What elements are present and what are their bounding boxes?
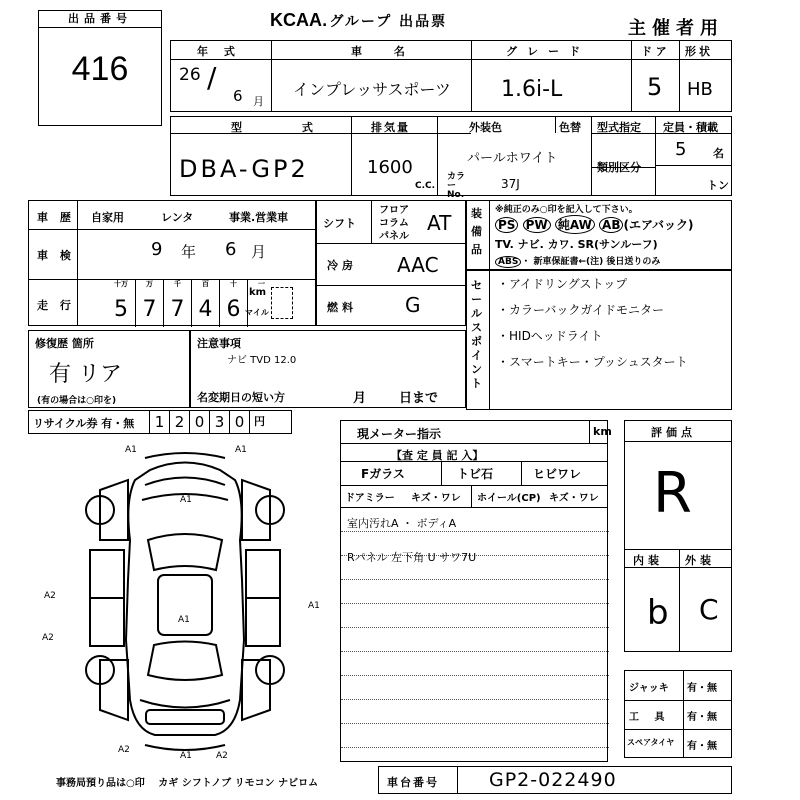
note-rule-line (341, 747, 609, 748)
equipment-line2: TV. ナビ. カワ. SR(サンルーフ) (495, 238, 658, 251)
repair-block (28, 330, 190, 408)
sales-points-block (466, 270, 732, 410)
recycle-label: リサイクル券 有・無 (33, 417, 135, 430)
mark-8: A2 (118, 745, 130, 755)
recycle-digit: 2 (169, 411, 189, 433)
exterior-value: C (699, 593, 719, 626)
note-rule-line (341, 699, 609, 700)
fuel-label: 燃料 (327, 301, 357, 314)
mark-10: A2 (216, 751, 228, 760)
capacity-unit: 名 (713, 147, 724, 160)
aircon-label: 冷房 (327, 259, 357, 272)
repair-note: (有の場合は○印を) (37, 396, 117, 406)
equip-abs: ABS (495, 256, 521, 268)
shift-opt-floor: フロア (379, 205, 409, 216)
interior-value: b (647, 593, 669, 633)
sales-points-label: セールスポイント (471, 279, 482, 390)
year-value-a: 26 (179, 65, 201, 85)
mark-6: A1 (308, 601, 320, 611)
year-label: 年 式 (197, 45, 241, 58)
history-opt-rental: レンタ (161, 211, 194, 224)
note-rule-line (341, 675, 609, 676)
year-slash: / (207, 61, 217, 94)
car-roof (158, 575, 212, 635)
equipment-line3 (495, 254, 660, 268)
caution-label: 注意事項 (197, 337, 241, 350)
inspection-year: 9 (151, 239, 163, 260)
color-no-label: カラー No. (447, 172, 466, 200)
equip-warranty: ・ 新車保証書←(注) 後日送りのみ (521, 257, 661, 267)
shift-block (316, 200, 466, 326)
inspect-wheel: ホイール(CP) (477, 493, 541, 504)
lot-number-box (38, 10, 162, 126)
history-block (28, 200, 316, 326)
repair-value: 有 リア (49, 362, 122, 387)
car-hood (145, 478, 225, 486)
shape-label: 形状 (685, 45, 713, 58)
lot-number-value: 416 (71, 50, 129, 88)
equip-ab: AB (599, 217, 623, 233)
meter-label: 現メーター指示 (357, 427, 442, 441)
capacity-label: 定員・積載 (663, 121, 718, 134)
chassis-value: GP2-022490 (489, 769, 617, 791)
color-change-label: 色替 (559, 121, 581, 134)
sales-point: ・カラーバックガイドモニター (497, 303, 665, 317)
inspection-year-unit: 年 (181, 243, 197, 261)
car-windshield (148, 534, 222, 570)
mileage-digit: 7 (142, 297, 157, 322)
sales-point: ・アイドリングストップ (497, 277, 628, 291)
year-unit: 月 (253, 95, 264, 108)
recycle-digit: 3 (209, 411, 229, 433)
year-value-b: 6 (233, 87, 243, 105)
chassis-label: 車台番号 (387, 776, 439, 789)
mileage-digit: 6 (226, 297, 241, 322)
brand-logo: KCAA (270, 10, 322, 30)
inspection-note-2: Rパネル 左下角 U サワ7U (347, 551, 477, 564)
inspect-wheel-damage: キズ・ワレ (549, 493, 599, 504)
history-label: 車 歴 (37, 211, 75, 224)
equip-aw: 純AW (555, 215, 595, 234)
meter-block (340, 420, 612, 762)
inspect-front-glass: Fガラス (361, 467, 405, 481)
mileage-digit-cell (163, 279, 191, 327)
equip-ps: PS (495, 217, 518, 233)
model-value: DBA-GP2 (179, 155, 309, 183)
mileage-digit-label: 万 (146, 280, 153, 288)
mark-4: A1 (178, 615, 190, 625)
equipment-line1 (495, 215, 693, 234)
color-no-value: 37J (501, 177, 520, 191)
cert-label: 型式指定 (597, 121, 641, 134)
ton-unit: トン (707, 179, 729, 192)
capacity-value: 5 (675, 139, 687, 160)
mileage-digit-cell (191, 279, 219, 327)
inspect-crack: ヒビワレ (533, 467, 582, 481)
meter-unit: km (593, 425, 612, 438)
shift-value: AT (427, 211, 452, 235)
history-opt-business: 事業.営業車 (229, 211, 289, 224)
equip-pw: PW (523, 217, 551, 233)
exterior-color-label: 外装色 (469, 121, 502, 134)
class-label: 類別区分 (597, 161, 641, 174)
rating-label: 評価点 (651, 426, 696, 439)
name-value: インプレッサスポーツ (293, 80, 451, 99)
mileage-digit-label: 十 (230, 280, 237, 288)
item-spare-label: スペアタイヤ (627, 738, 675, 747)
mileage-digit-cell (135, 279, 163, 327)
door-value: 5 (647, 73, 663, 101)
deadline-day: 日まで (399, 391, 439, 406)
mileage-unit-mile: マイル (245, 308, 269, 317)
exterior-label: 外装 (685, 554, 715, 567)
inspection-month-unit: 月 (251, 243, 267, 261)
item-jack-value: 有・無 (687, 683, 717, 694)
mileage-digit: 5 (114, 297, 128, 322)
inspection-month: 6 (225, 239, 237, 260)
car-rear-window (148, 642, 222, 681)
role-title: 主催者用 (628, 18, 724, 39)
caution-block (190, 330, 466, 408)
item-tools-value: 有・無 (687, 712, 717, 723)
recycle-row (28, 410, 292, 434)
mark-2: A1 (235, 445, 247, 455)
inspect-chip: トビ石 (457, 467, 494, 481)
door-label: ドア (641, 45, 671, 58)
exterior-color-value: パールホワイト (467, 151, 558, 166)
deadline-label: 名変期日の短い方 (197, 391, 285, 404)
mileage-digit-label: 百 (202, 280, 209, 288)
cc-value: 1600 (367, 157, 413, 178)
mileage-unit-checkbox (271, 287, 293, 319)
inspection-note-lines (341, 507, 609, 763)
mileage-digit: 7 (170, 297, 185, 322)
repair-label: 修復歴 箇所 (35, 337, 94, 350)
cc-unit: C.C. (415, 181, 436, 191)
note-rule-line (341, 531, 609, 532)
mark-5: A2 (44, 591, 56, 601)
cc-label: 排気量 (371, 121, 410, 134)
note-rule-line (341, 579, 609, 580)
shift-opt-column: コラム (379, 218, 409, 229)
mileage-digit-cell (219, 279, 247, 327)
grade-label: グレード (506, 45, 590, 58)
name-label: 車 名 (351, 45, 419, 58)
recycle-unit: 円 (249, 411, 269, 433)
office-text: 事務局預り品は○印 (56, 778, 145, 789)
office-note (56, 774, 318, 789)
interior-label: 内装 (633, 554, 663, 567)
sales-point: ・スマートキー・プッシュスタート (497, 355, 688, 369)
inspection-label: 車 検 (37, 249, 75, 262)
note-rule-line (341, 603, 609, 604)
equipment-block (466, 200, 732, 270)
equipment-label: 装備品 (471, 207, 482, 256)
inspection-note-1: 室内汚れA ・ ボディA (347, 517, 457, 530)
shift-label: シフト (323, 217, 356, 230)
shape-value: HB (687, 79, 713, 100)
model-label: 型 式 (231, 121, 341, 134)
mileage-label: 走 行 (37, 299, 75, 312)
caution-value: ナビ TVD 12.0 (227, 355, 297, 366)
inspector-label: 【査 定 員 記 入】 (391, 449, 484, 462)
mileage-grid (107, 279, 311, 327)
mark-3: A1 (180, 495, 192, 505)
mileage-digit: 4 (198, 297, 213, 322)
shift-opt-panel: パネル (379, 231, 409, 242)
car-damage-diagram (30, 440, 330, 760)
recycle-digit: 1 (149, 411, 169, 433)
item-jack-label: ジャッキ (629, 683, 669, 694)
items-block (624, 670, 732, 758)
mark-9: A1 (180, 751, 192, 760)
grade-value: 1.6i-L (501, 77, 563, 102)
history-opt-private: 自家用 (91, 211, 124, 224)
form-title: .グループ 出品票 (322, 14, 448, 30)
mileage-digit-label: 一 (258, 280, 265, 288)
mileage-digit-cell (107, 279, 135, 327)
aircon-value: AAC (397, 253, 439, 277)
inspect-door-mirror: ドアミラー (345, 493, 395, 504)
rating-value: R (653, 461, 692, 526)
mileage-digit-label: 千 (174, 280, 181, 288)
equipment-note: ※純正のみ○印を記入して下さい。 (495, 205, 638, 215)
item-tools-label: 工 具 (629, 712, 671, 723)
equip-ab-suffix: (エアバック) (623, 218, 694, 232)
deadline-month: 月 (353, 391, 367, 406)
mileage-digit-label: 十万 (114, 280, 128, 288)
header (270, 10, 447, 31)
mileage-unit-km: km (249, 287, 267, 298)
item-spare-value: 有・無 (687, 741, 717, 752)
inspect-mirror-damage: キズ・ワレ (411, 493, 461, 504)
mark-1: A1 (125, 445, 137, 455)
note-rule-line (341, 651, 609, 652)
note-rule-line (341, 723, 609, 724)
vehicle-row1 (170, 40, 732, 112)
fuel-value: G (405, 293, 421, 317)
note-rule-line (341, 627, 609, 628)
vehicle-row2 (170, 116, 732, 200)
recycle-digit: 0 (189, 411, 209, 433)
lot-number-label: 出品番号 (39, 11, 161, 28)
sales-point: ・HIDヘッドライト (497, 329, 603, 343)
office-keys: カギ シフトノブ リモコン ナビロム (158, 778, 319, 789)
recycle-digit: 0 (229, 411, 249, 433)
mark-7: A2 (42, 633, 54, 643)
rating-block (624, 420, 732, 652)
chassis-row (378, 766, 732, 794)
